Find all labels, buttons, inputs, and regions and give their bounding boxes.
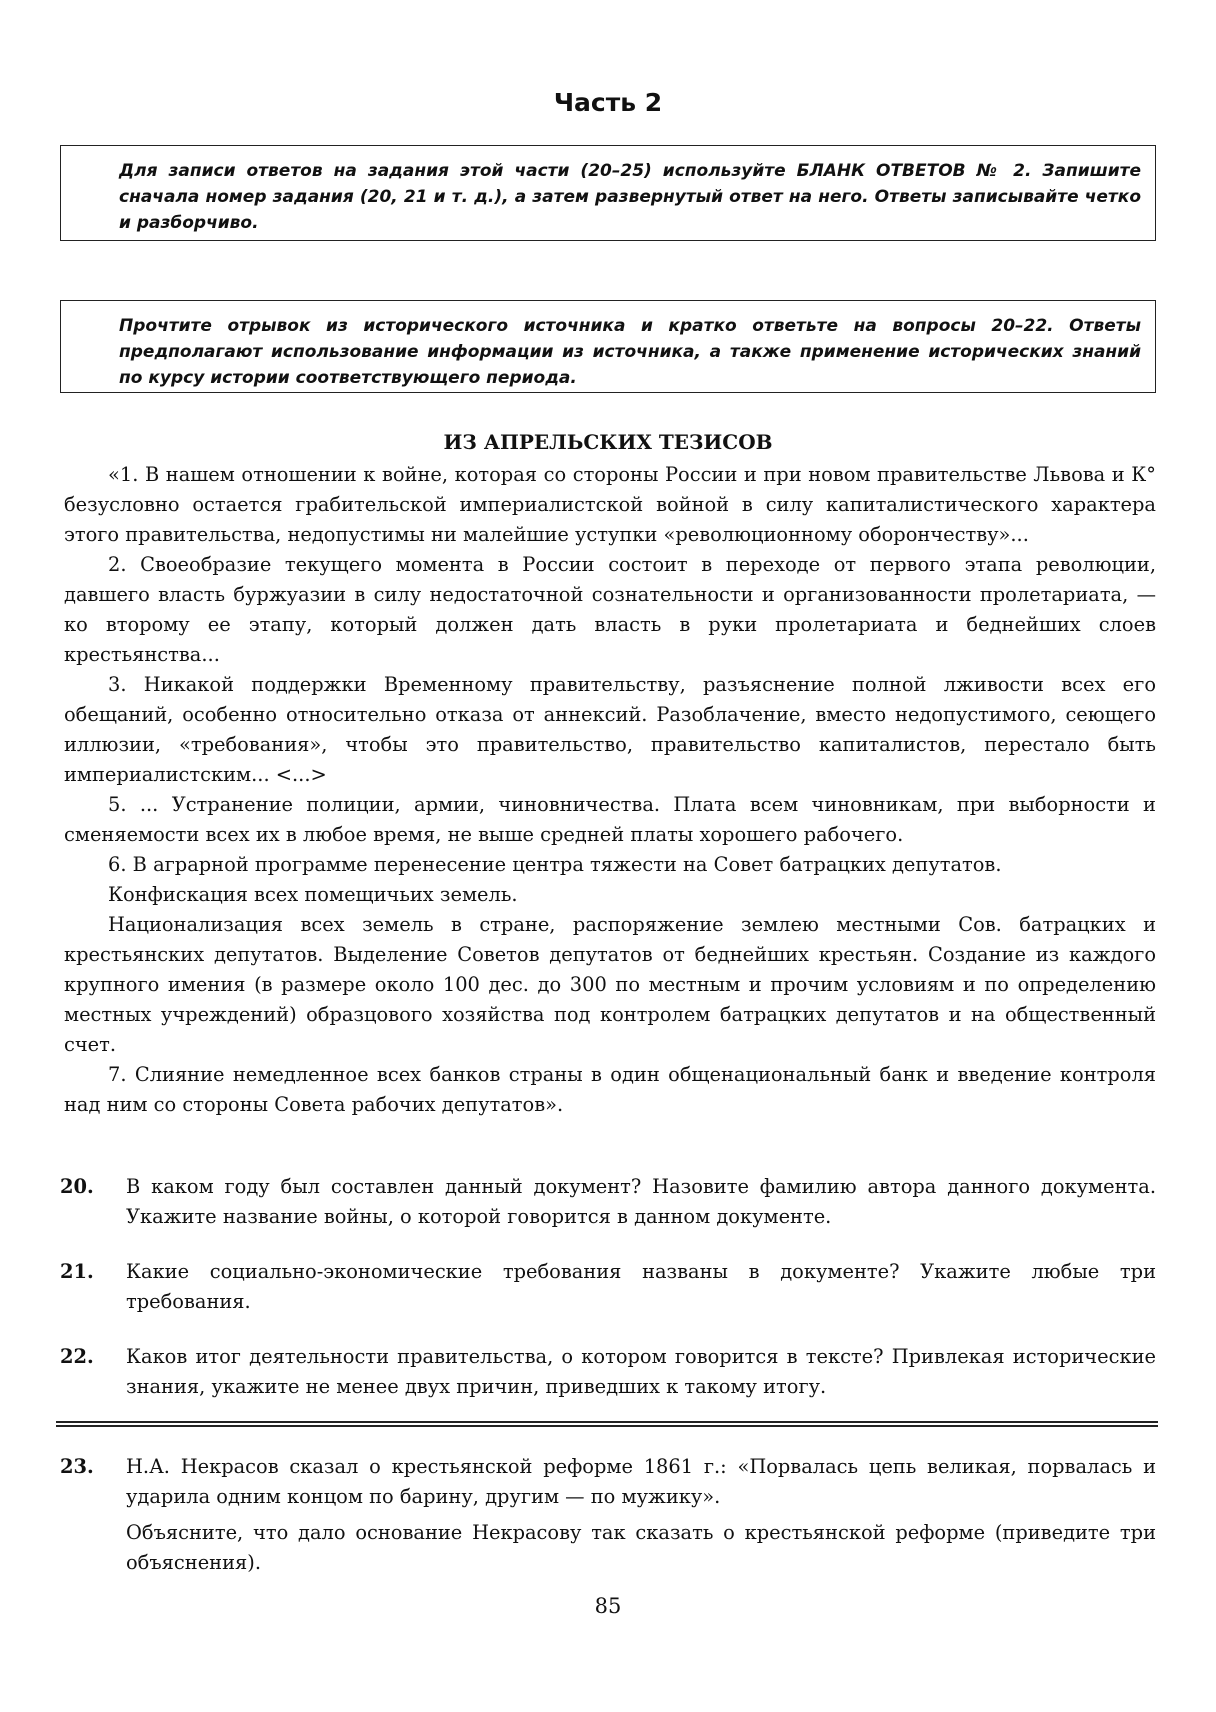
task-number: 20. [60, 1175, 94, 1198]
part-title: Часть 2 [553, 88, 663, 117]
page-number: 85 [594, 1594, 622, 1618]
task-number: 23. [60, 1455, 94, 1478]
task-text: Каков итог деятельности правительства, о котором говорится в тексте? Привлекая исторические знания, укажите не менее двух причин, приведших к такому итогу. [126, 1345, 1156, 1398]
source-paragraph: 7. Слияние немедленное всех банков страны в один общенациональный банк и введение контроля над ним со стороны Совета рабочих депутатов». [64, 1063, 1156, 1116]
source-instructions-text: Прочтите отрывок из исторического источника и кратко ответьте на вопросы 20–22. Ответы предполагают использование информации из источника, а также применение исторических знаний по курсу истории соответствующего периода. [119, 316, 1141, 388]
section-divider [56, 1421, 1158, 1427]
task-21 [60, 1257, 1156, 1317]
source-paragraph: 2. Своеобразие текущего момента в России состоит в переходе от первого этапа революции, давшего власть буржуазии в силу недостаточной сознательности и организованности пролетариата, — ко второму ее этапу, который должен дать власть в руки пролетариата и беднейших слоев крестьянства... [64, 553, 1156, 666]
source-paragraph: Национализация всех земель в стране, распоряжение землею местными Сов. батрацких и крестьянских депутатов. Выделение Советов депутатов от беднейших крестьян. Создание из каждого крупного имения (в размере около 100 дес. до 300 по местным и прочим условиям и по определению местных учреждений) образцового хозяйства под контролем батрацких депутатов и на общественный счет. [64, 913, 1156, 1056]
source-paragraph: «1. В нашем отношении к войне, которая со стороны России и при новом правительстве Львова и К° безусловно остается грабительской империалистской войной в силу капиталистического характера этого правительства, недопустимы ни малейшие уступки «революционному оборончеству»... [64, 463, 1156, 546]
source-instructions-box [60, 300, 1156, 393]
task-text: Н.А. Некрасов сказал о крестьянской реформе 1861 г.: «Порвалась цепь великая, порвалась и ударила одним концом по барину, другим — по мужику». [126, 1455, 1156, 1508]
task-20 [60, 1172, 1156, 1232]
answer-instructions-text: Для записи ответов на задания этой части (20–25) используйте БЛАНК ОТВЕТОВ № 2. Запишите сначала номер задания (20, 21 и т. д.), а затем развернутый ответ на него. Ответы записывайте четко и разборчиво. [119, 161, 1141, 233]
source-text [64, 460, 1156, 1120]
source-paragraph: 5. ... Устранение полиции, армии, чиновничества. Плата всем чиновникам, при выборности и сменяемости всех их в любое время, не выше средней платы хорошего рабочего. [64, 793, 1156, 846]
task-23 [60, 1452, 1156, 1578]
source-title: ИЗ АПРЕЛЬСКИХ ТЕЗИСОВ [443, 430, 773, 454]
task-number: 22. [60, 1345, 94, 1368]
answer-instructions-box [60, 145, 1156, 241]
source-paragraph: 6. В аграрной программе перенесение центра тяжести на Совет батрацких депутатов. [108, 853, 1002, 876]
source-paragraph: Конфискация всех помещичьих земель. [108, 883, 518, 906]
task-text: В каком году был составлен данный документ? Назовите фамилию автора данного документа. Укажите название войны, о которой говорится в данном документе. [126, 1175, 1156, 1228]
task-22 [60, 1342, 1156, 1402]
task-text: Какие социально-экономические требования названы в документе? Укажите любые три требования. [126, 1260, 1156, 1313]
source-paragraph: 3. Никакой поддержки Временному правительству, разъяснение полной лживости всех его обещаний, особенно относительно отказа от аннексий. Разоблачение, вместо недопустимого, сеющего иллюзии, «требования», чтобы это правительство, правительство капиталистов, перестало быть империалистским... <...> [64, 673, 1156, 786]
task-number: 21. [60, 1260, 94, 1283]
task-text-continued: Объясните, что дало основание Некрасову так сказать о крестьянской реформе (приведите три объяснения). [126, 1521, 1156, 1574]
